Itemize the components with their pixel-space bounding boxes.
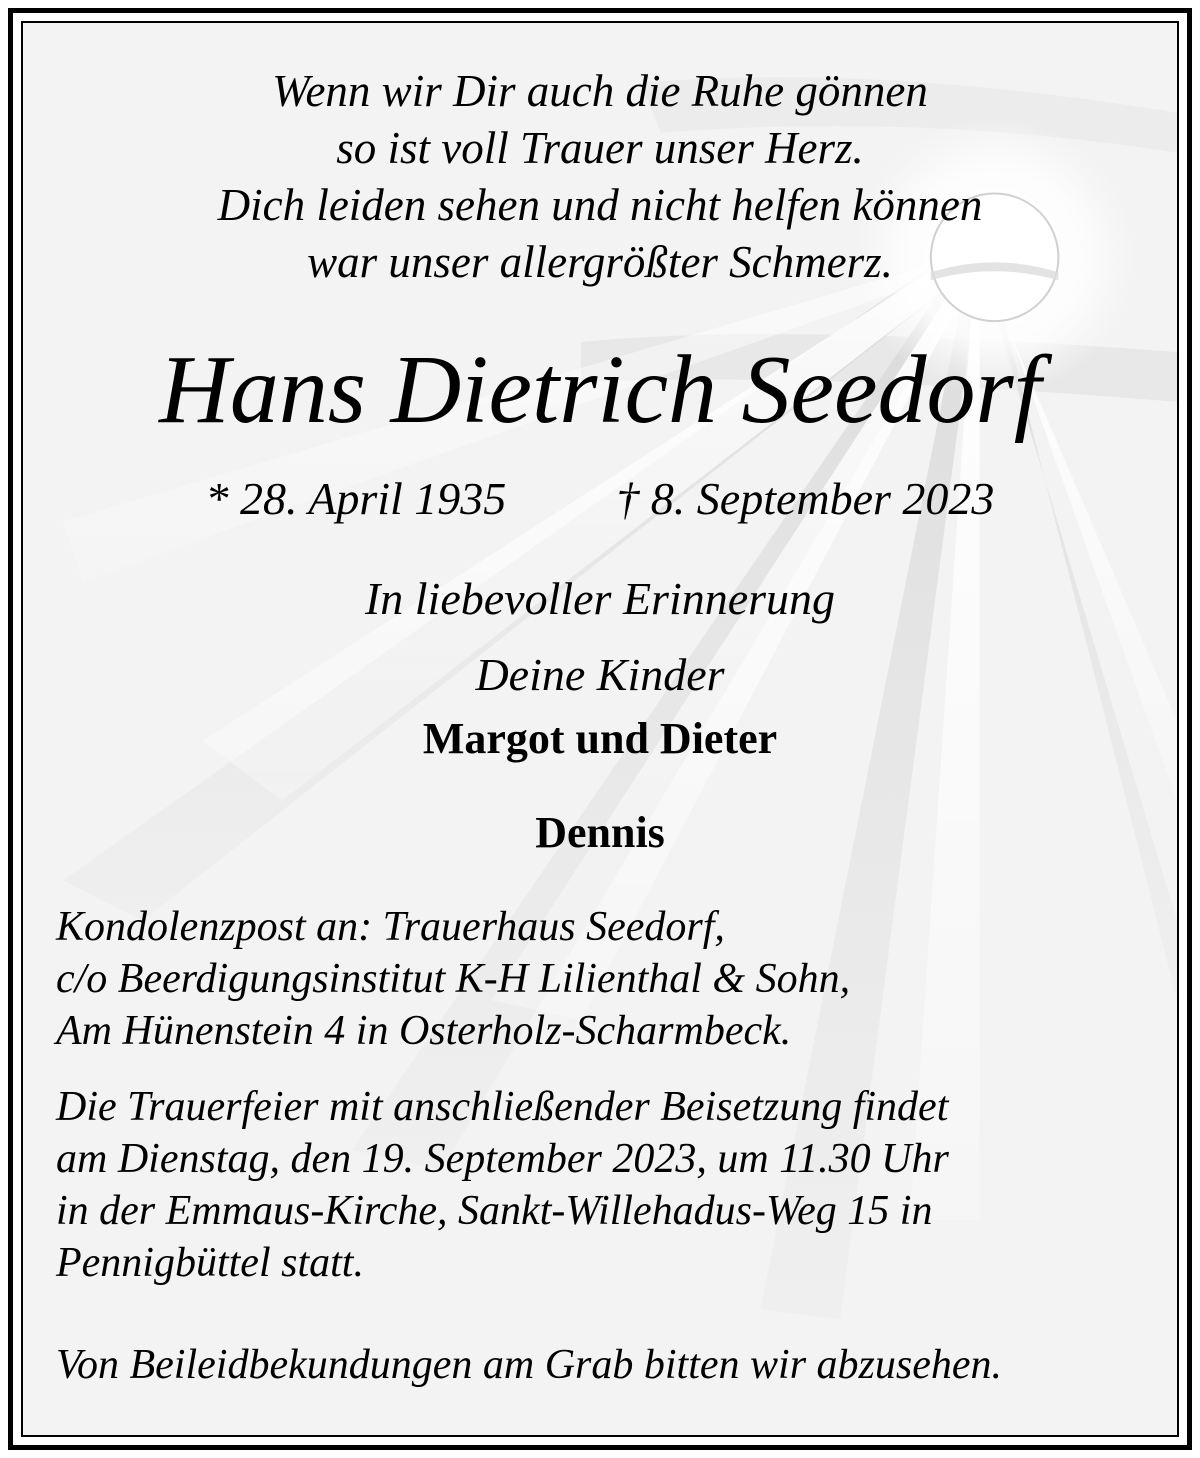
ceremony-line: am Dienstag, den 19. September 2023, um 11.30 Uhr: [56, 1136, 949, 1182]
poem-line: Wenn wir Dir auch die Ruhe gönnen: [272, 66, 928, 116]
obituary-content: [23, 23, 1177, 1435]
relation-line: Deine Kinder: [475, 649, 725, 700]
poem-line: war unser allergrößter Schmerz.: [307, 237, 893, 287]
death-date: † 8. September 2023: [616, 473, 995, 524]
birth-date: * 28. April 1935: [205, 473, 507, 524]
poem-line: Dich leiden sehen und nicht helfen können: [217, 180, 983, 230]
poem-line: so ist voll Trauer unser Herz.: [336, 123, 864, 173]
grandchild-name: Dennis: [535, 808, 665, 857]
ceremony-line: Pennigbüttel statt.: [56, 1240, 364, 1286]
ceremony-notice: [56, 1081, 949, 1289]
memory-intro: In liebevoller Erinnerung: [364, 573, 836, 624]
children-names: Margot und Dieter: [422, 714, 778, 763]
closing-note: Von Beileidbekundungen am Grab bitten wir abzusehen.: [56, 1342, 1003, 1388]
condolence-address: [56, 901, 850, 1057]
life-dates: [23, 471, 1177, 527]
obituary-card: [21, 21, 1179, 1437]
ceremony-line: in der Emmaus-Kirche, Sankt-Willehadus-Weg 15 in: [56, 1188, 933, 1234]
condolence-line: c/o Beerdigungsinstitut K-H Lilienthal & Sohn,: [56, 956, 851, 1002]
deceased-name: Hans Dietrich Seedorf: [159, 336, 1041, 444]
ceremony-line: Die Trauerfeier mit anschließender Beisetzung findet: [56, 1084, 949, 1130]
condolence-line: Kondolenzpost an: Trauerhaus Seedorf,: [56, 904, 725, 950]
condolence-line: Am Hünenstein 4 in Osterholz-Scharmbeck.: [56, 1008, 792, 1054]
